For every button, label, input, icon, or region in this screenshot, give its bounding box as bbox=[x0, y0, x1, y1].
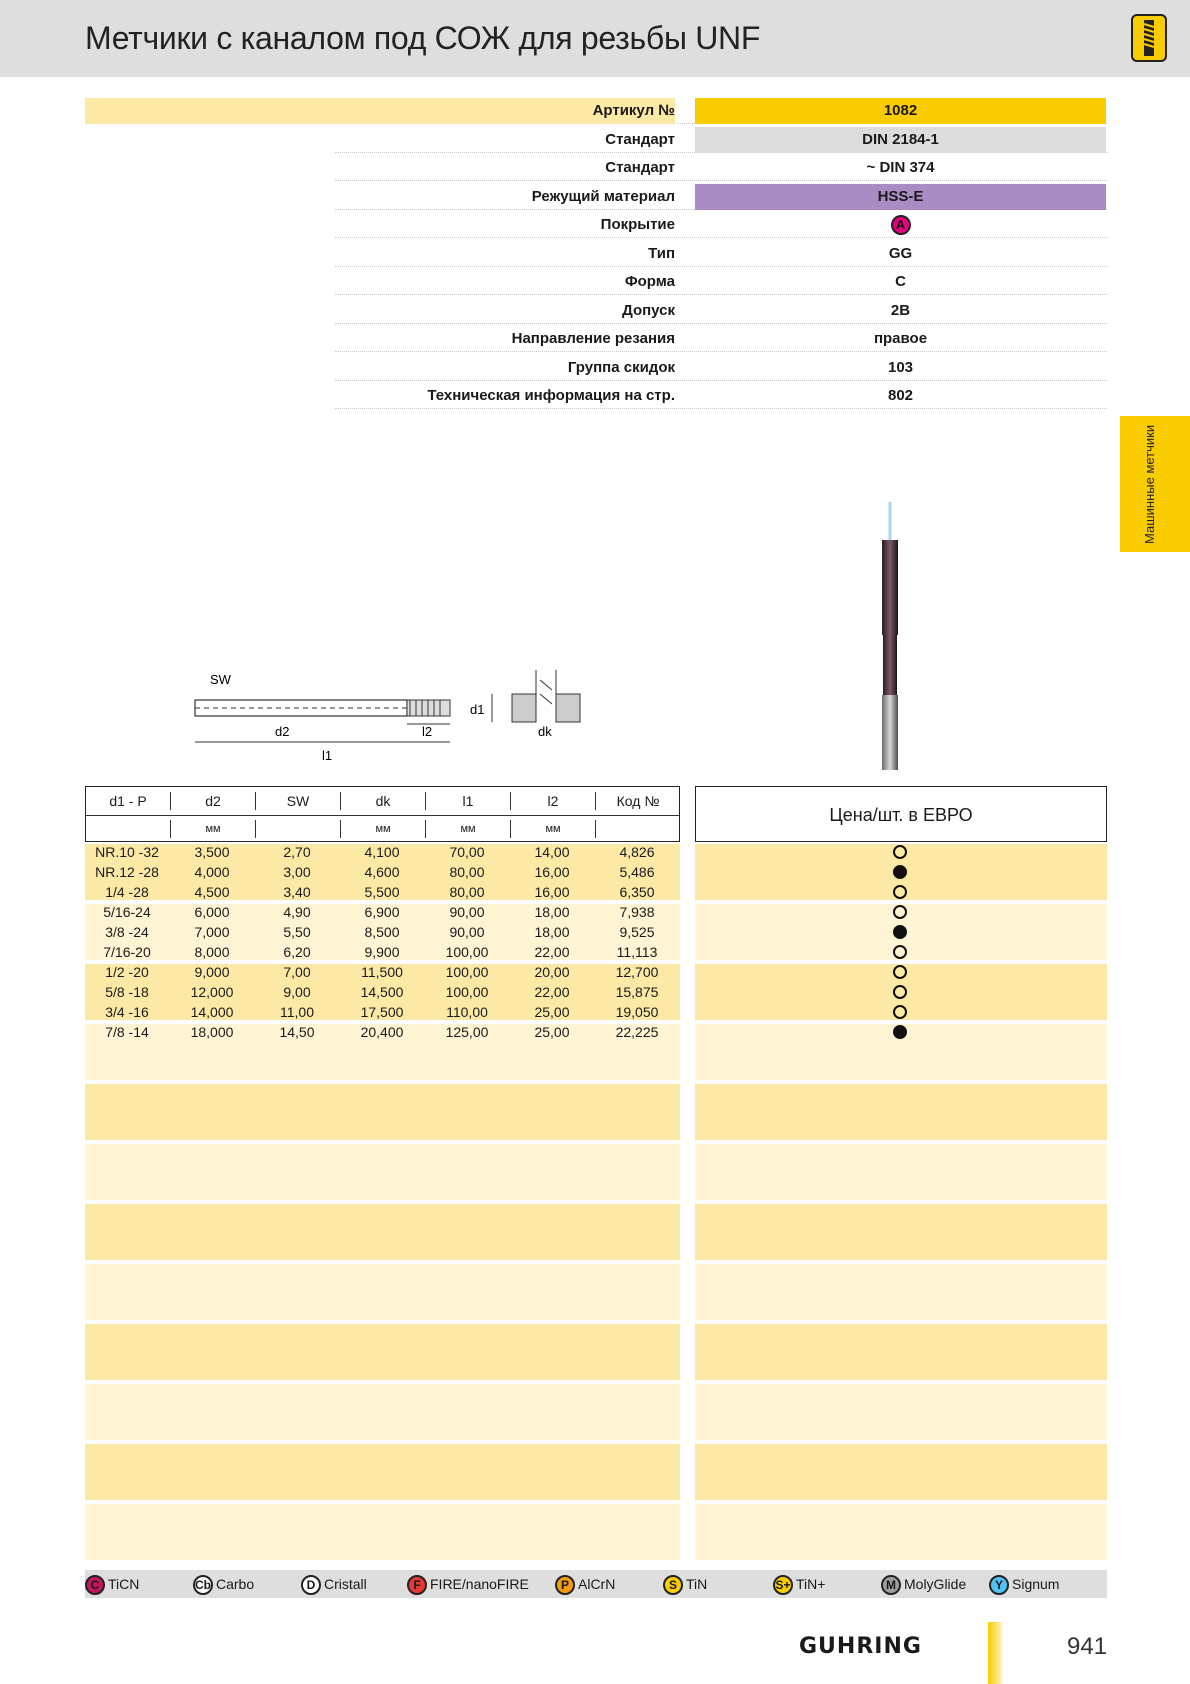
spec-value: HSS-E bbox=[695, 184, 1106, 210]
legend-label: TiN+ bbox=[796, 1576, 826, 1592]
table-cell: 3/4 -16 bbox=[105, 1004, 149, 1020]
spec-row bbox=[85, 184, 1107, 210]
table-cell: 22,225 bbox=[615, 1024, 659, 1040]
coating-legend bbox=[85, 1570, 1107, 1598]
table-band bbox=[695, 1504, 1107, 1560]
table-row[interactable] bbox=[85, 862, 680, 882]
table-cell: 4,90 bbox=[283, 904, 311, 920]
column-header: SW bbox=[286, 793, 310, 809]
coating-molyglide-icon: M bbox=[881, 1575, 901, 1595]
table-cell: 6,20 bbox=[283, 944, 311, 960]
table-cell: 6,350 bbox=[619, 884, 655, 900]
table-cell: 18,000 bbox=[190, 1024, 234, 1040]
legend-item bbox=[555, 1573, 615, 1595]
legend-item bbox=[663, 1573, 707, 1595]
table-band bbox=[85, 1504, 680, 1560]
spec-label: Допуск bbox=[622, 301, 675, 319]
page-number: 941 bbox=[1067, 1633, 1108, 1660]
table-cell: NR.10 -32 bbox=[95, 844, 159, 860]
table-cell: 3,40 bbox=[283, 884, 311, 900]
coating-cristall-icon: D bbox=[301, 1575, 321, 1595]
table-cell: 18,00 bbox=[534, 924, 570, 940]
table-cell: 25,00 bbox=[534, 1024, 570, 1040]
table-row[interactable] bbox=[85, 1002, 680, 1022]
drawing-label-d1: d1 bbox=[470, 702, 485, 717]
spec-label: Стандарт bbox=[605, 130, 675, 148]
table-cell: 19,050 bbox=[615, 1004, 659, 1020]
table-band bbox=[85, 1444, 680, 1500]
spec-row bbox=[85, 98, 1107, 124]
spec-label: Группа скидок bbox=[567, 358, 675, 376]
legend-item bbox=[85, 1573, 139, 1595]
legend-item bbox=[301, 1573, 367, 1595]
table-cell: 25,00 bbox=[534, 1004, 570, 1020]
stock-filled-icon bbox=[893, 925, 907, 939]
table-cell: 9,900 bbox=[364, 944, 400, 960]
table-cell: 5/16-24 bbox=[103, 904, 151, 920]
spec-value: DIN 2184-1 bbox=[695, 127, 1106, 153]
column-unit: мм bbox=[205, 823, 221, 835]
table-cell: 7/8 -14 bbox=[105, 1024, 149, 1040]
table-cell: 14,50 bbox=[279, 1024, 315, 1040]
table-cell: 3,500 bbox=[194, 844, 230, 860]
table-cell: 3/8 -24 bbox=[105, 924, 149, 940]
stock-open-icon bbox=[893, 985, 907, 999]
spec-value bbox=[695, 212, 1106, 238]
spec-row bbox=[85, 241, 1107, 267]
column-header: dk bbox=[375, 793, 391, 809]
stock-open-icon bbox=[893, 965, 907, 979]
table-cell: 3,00 bbox=[283, 864, 311, 880]
spec-row bbox=[85, 155, 1107, 181]
table-cell: 16,00 bbox=[534, 884, 570, 900]
spec-row bbox=[85, 326, 1107, 352]
column-header: Код № bbox=[616, 793, 660, 809]
spec-row bbox=[85, 355, 1107, 381]
table-cell: 11,00 bbox=[280, 1004, 314, 1020]
table-cell: 5,486 bbox=[619, 864, 655, 880]
legend-item bbox=[881, 1573, 966, 1595]
table-row[interactable] bbox=[85, 982, 680, 1002]
spec-row bbox=[85, 127, 1107, 153]
table-row[interactable] bbox=[85, 842, 680, 862]
table-cell: 5,50 bbox=[283, 924, 311, 940]
table-band bbox=[85, 1324, 680, 1380]
table-cell: 15,875 bbox=[615, 984, 659, 1000]
table-cell: 9,000 bbox=[194, 964, 230, 980]
spec-row bbox=[85, 383, 1107, 409]
table-cell: 80,00 bbox=[449, 884, 485, 900]
table-row[interactable] bbox=[85, 962, 680, 982]
table-cell: 90,00 bbox=[449, 924, 485, 940]
table-cell: 110,00 bbox=[446, 1004, 488, 1020]
spec-row bbox=[85, 269, 1107, 295]
column-header: d1 - P bbox=[109, 793, 147, 809]
spec-value: 802 bbox=[887, 387, 914, 404]
table-cell: 4,600 bbox=[364, 864, 400, 880]
coating-carbo-icon: Cb bbox=[193, 1575, 213, 1595]
table-row[interactable] bbox=[85, 902, 680, 922]
table-cell: 17,500 bbox=[360, 1004, 404, 1020]
stock-open-icon bbox=[893, 905, 907, 919]
table-cell: 18,00 bbox=[534, 904, 570, 920]
technical-drawing bbox=[180, 650, 600, 770]
section-side-tab[interactable] bbox=[1120, 416, 1190, 552]
spec-label: Форма bbox=[624, 273, 675, 290]
table-cell: 4,000 bbox=[194, 864, 230, 880]
price-header: Цена/шт. в ЕВРО bbox=[695, 786, 1107, 842]
table-cell: 7,00 bbox=[283, 964, 311, 980]
table-cell: 90,00 bbox=[449, 904, 485, 920]
drawing-label-l1: l1 bbox=[322, 748, 333, 763]
spec-label: Покрытие bbox=[600, 216, 675, 233]
legend-label: Cristall bbox=[324, 1576, 367, 1592]
table-cell: 11,113 bbox=[616, 944, 658, 960]
table-row[interactable] bbox=[85, 1022, 680, 1042]
column-unit: мм bbox=[460, 823, 476, 835]
spec-value: 103 bbox=[887, 358, 914, 376]
spec-value: ~ DIN 374 bbox=[866, 159, 935, 176]
table-cell: 100,00 bbox=[445, 964, 489, 980]
table-cell: 20,00 bbox=[534, 964, 570, 980]
table-band bbox=[695, 1444, 1107, 1500]
spec-label: Артикул № bbox=[85, 98, 675, 124]
legend-label: MolyGlide bbox=[904, 1576, 967, 1592]
stock-open-icon bbox=[893, 1005, 907, 1019]
table-cell: 14,500 bbox=[360, 984, 404, 1000]
table-cell: 125,00 bbox=[445, 1024, 489, 1040]
table-cell: 16,00 bbox=[534, 864, 570, 880]
section-side-tab-label: Машинные метчики bbox=[1142, 424, 1157, 544]
spec-label: Техническая информация на стр. bbox=[427, 387, 675, 404]
column-unit: мм bbox=[545, 823, 561, 835]
table-cell: 100,00 bbox=[445, 984, 489, 1000]
spec-value: GG bbox=[888, 244, 913, 262]
table-cell: 100,00 bbox=[445, 944, 489, 960]
table-row[interactable] bbox=[85, 922, 680, 942]
stock-filled-icon bbox=[893, 865, 907, 879]
table-band bbox=[695, 1204, 1107, 1260]
spec-label: Направление резания bbox=[511, 330, 675, 347]
table-band bbox=[695, 1324, 1107, 1380]
coating-badge-icon: A bbox=[891, 215, 911, 235]
table-cell: 12,700 bbox=[615, 964, 659, 980]
table-cell: 8,500 bbox=[364, 924, 400, 940]
table-cell: 11,500 bbox=[361, 964, 403, 980]
table-cell: 22,00 bbox=[534, 984, 570, 1000]
spec-value: C bbox=[895, 273, 906, 290]
spec-value: 1082 bbox=[695, 98, 1106, 124]
table-band bbox=[695, 1144, 1107, 1200]
table-cell: 2,70 bbox=[283, 844, 311, 860]
coating-signum-icon: Y bbox=[989, 1575, 1009, 1595]
table-band bbox=[695, 1384, 1107, 1440]
table-row[interactable] bbox=[85, 942, 680, 962]
table-band bbox=[695, 1264, 1107, 1320]
table-cell: NR.12 -28 bbox=[95, 864, 159, 880]
table-cell: 4,500 bbox=[194, 884, 230, 900]
legend-item bbox=[773, 1573, 825, 1595]
legend-label: Signum bbox=[1012, 1576, 1060, 1592]
legend-item bbox=[407, 1573, 529, 1595]
table-cell: 7,000 bbox=[194, 924, 230, 940]
column-header: d2 bbox=[205, 793, 221, 809]
data-table-header bbox=[85, 786, 680, 842]
stock-open-icon bbox=[893, 885, 907, 899]
table-cell: 14,00 bbox=[534, 844, 570, 860]
table-cell: 12,000 bbox=[190, 984, 234, 1000]
legend-label: FIRE/nanoFIRE bbox=[430, 1576, 529, 1592]
table-cell: 20,400 bbox=[360, 1024, 404, 1040]
table-band bbox=[695, 1084, 1107, 1140]
spec-value: 2B bbox=[890, 301, 911, 319]
spec-value: правое bbox=[873, 330, 928, 347]
spec-label: Режущий материал bbox=[531, 187, 675, 205]
spec-label: Стандарт bbox=[605, 159, 675, 176]
legend-label: AlCrN bbox=[578, 1576, 616, 1592]
spec-row bbox=[85, 212, 1107, 238]
product-photo bbox=[860, 500, 920, 775]
legend-item bbox=[193, 1573, 254, 1595]
table-cell: 9,00 bbox=[283, 984, 311, 1000]
stock-open-icon bbox=[893, 945, 907, 959]
column-unit: мм bbox=[375, 823, 391, 835]
table-cell: 4,826 bbox=[619, 844, 655, 860]
tap-logo-icon bbox=[1131, 14, 1167, 62]
column-header: l1 bbox=[462, 793, 474, 809]
legend-label: TiCN bbox=[108, 1576, 140, 1592]
table-cell: 7,938 bbox=[619, 904, 655, 920]
drawing-label-dk: dk bbox=[538, 724, 552, 739]
legend-label: TiN bbox=[686, 1576, 708, 1592]
brand-logo: GUHRING bbox=[799, 1634, 922, 1659]
table-row[interactable] bbox=[85, 882, 680, 902]
coating-ticn-icon: C bbox=[85, 1575, 105, 1595]
table-cell: 70,00 bbox=[449, 844, 485, 860]
table-band bbox=[85, 1264, 680, 1320]
stock-open-icon bbox=[893, 845, 907, 859]
table-band bbox=[85, 1144, 680, 1200]
table-cell: 7/16-20 bbox=[103, 944, 151, 960]
legend-label: Carbo bbox=[216, 1576, 255, 1592]
page-title: Метчики с каналом под СОЖ для резьбы UNF bbox=[85, 20, 761, 56]
coating-tin--icon: S+ bbox=[773, 1575, 793, 1595]
spec-label: Тип bbox=[648, 244, 675, 262]
drawing-label-l2: l2 bbox=[422, 724, 433, 739]
drawing-label-d2: d2 bbox=[275, 724, 290, 739]
table-band bbox=[85, 1384, 680, 1440]
coating-alcrn-icon: P bbox=[555, 1575, 575, 1595]
table-band bbox=[85, 1084, 680, 1140]
table-cell: 4,100 bbox=[364, 844, 400, 860]
table-cell: 80,00 bbox=[449, 864, 485, 880]
legend-item bbox=[989, 1573, 1059, 1595]
page-header bbox=[0, 0, 1190, 77]
table-cell: 5,500 bbox=[364, 884, 400, 900]
table-band bbox=[85, 1204, 680, 1260]
table-cell: 6,900 bbox=[364, 904, 400, 920]
table-cell: 9,525 bbox=[619, 924, 655, 940]
table-cell: 6,000 bbox=[194, 904, 230, 920]
stock-filled-icon bbox=[893, 1025, 907, 1039]
table-cell: 22,00 bbox=[534, 944, 570, 960]
drawing-label-sw: SW bbox=[210, 672, 231, 687]
table-cell: 8,000 bbox=[194, 944, 230, 960]
table-cell: 1/2 -20 bbox=[105, 964, 149, 980]
table-cell: 5/8 -18 bbox=[105, 984, 149, 1000]
spec-row bbox=[85, 298, 1107, 324]
table-cell: 14,000 bbox=[190, 1004, 234, 1020]
column-header: l2 bbox=[547, 793, 559, 809]
footer-accent-bar bbox=[988, 1622, 1002, 1684]
coating-fire-nanofire-icon: F bbox=[407, 1575, 427, 1595]
coating-tin-icon: S bbox=[663, 1575, 683, 1595]
table-cell: 1/4 -28 bbox=[105, 884, 149, 900]
